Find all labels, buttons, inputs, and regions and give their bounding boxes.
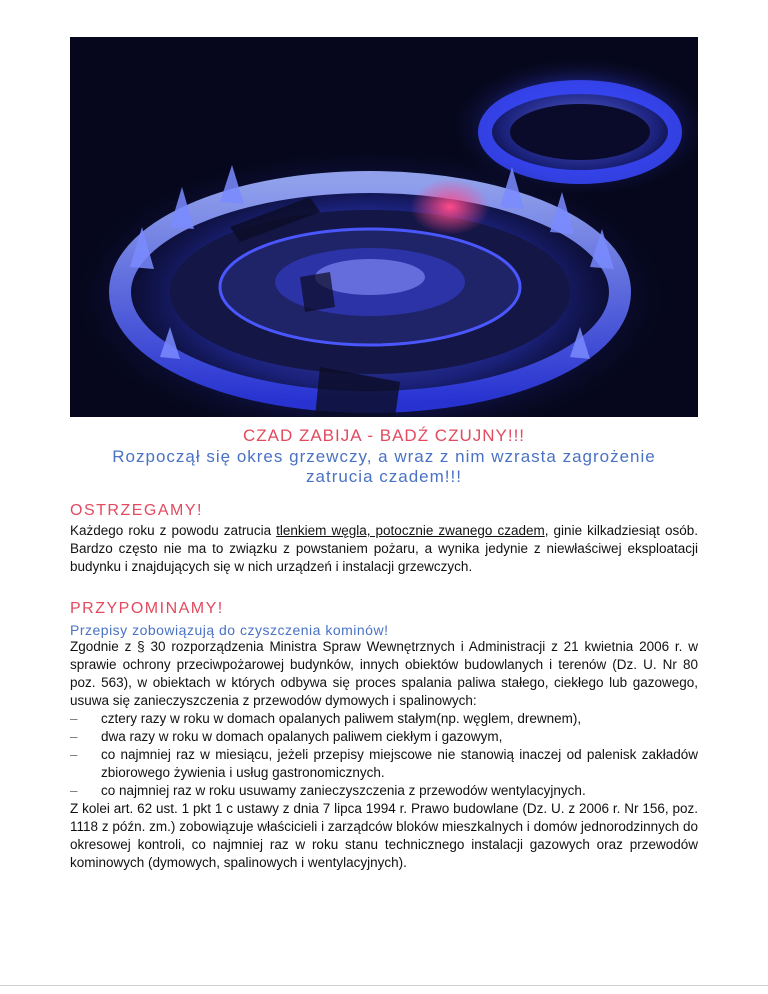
warning-text-end: , ginie kilkadziesiąt osób. Bardzo często nie ma to związku z powstaniem pożaru, a wynika jedynie z niewłaściwej eksploatacji budynku i znajdujących się w nich urządzeń i instalacji grzewczych.	[70, 523, 698, 574]
headline-subtitle-line1: Rozpoczął się okres grzewczy, a wraz z nim wzrasta zagrożenie	[112, 447, 656, 466]
headline-warning: CZAD ZABIJA - BADŹ CZUJNY!!!	[242, 426, 526, 445]
reminder-closing: Z kolei art. 62 ust. 1 pkt 1 c ustawy z dnia 7 lipca 1994 r. Prawo budowlane (Dz. U. z 2006 r. Nr 156, poz. 1118 z późn. zm.) zobowiązuje właścicieli i zarządców bloków mieszkalnych i domów jednorodzinnych do okresowej kontroli, co najmniej raz w roku stanu technicznego instalacji gazowych oraz przewodów kominowych (dymowych, spalinowych i wentylacyjnych).	[70, 801, 698, 870]
headline	[70, 425, 698, 487]
list-item	[70, 746, 698, 782]
gas-flame-image	[70, 37, 698, 417]
list-item	[70, 728, 698, 746]
bullet-dash: –	[70, 711, 78, 726]
list-item-text: cztery razy w roku w domach opalanych paliwem stałym(np. węglem, drewnem),	[101, 711, 582, 726]
bullet-dash: –	[70, 747, 78, 762]
warning-text-start: Każdego roku z powodu zatrucia	[70, 523, 277, 538]
warning-title: OSTRZEGAMY!	[70, 502, 203, 519]
list-item-text: co najmniej raz w miesiącu, jeżeli przepisy miejscowe nie stanowią inaczej od palenisk zakładów zbiorowego żywienia i usług gastronomicznych.	[101, 747, 698, 780]
gas-burner-photo	[70, 37, 698, 417]
reminder-subtitle: Przepisy zobowiązują do czyszczenia kominów!	[70, 622, 389, 638]
list-item	[70, 782, 698, 800]
reminder-title: PRZYPOMINAMY!	[70, 600, 224, 617]
reminder-intro: Zgodnie z § 30 rozporządzenia Ministra Spraw Wewnętrznych i Administracji z 21 kwietnia 2006 r. w sprawie ochrony przeciwpożarowej budynków, innych obiektów budowlanych i terenów (Dz. U. Nr 80 poz. 563), w obiektach w których odbywa się proces spalania paliwa stałego, ciekłego lub gazowego, usuwa się zanieczyszczenia z przewodów dymowych i spalinowych:	[70, 639, 698, 708]
list-item	[70, 710, 698, 728]
warning-paragraph	[70, 522, 698, 576]
list-item-text: co najmniej raz w roku usuwamy zanieczyszczenia z przewodów wentylacyjnych.	[101, 783, 586, 798]
warning-text-underlined: tlenkiem węgla, potocznie zwanego czadem	[276, 523, 545, 538]
list-item-text: dwa razy w roku w domach opalanych paliwem ciekłym i gazowym,	[101, 729, 503, 744]
bullet-dash: –	[70, 783, 78, 798]
headline-subtitle-line2: zatrucia czadem!!!	[306, 467, 462, 486]
bullet-dash: –	[70, 729, 78, 744]
cleaning-schedule-list	[70, 710, 698, 800]
page-edge-divider	[0, 985, 768, 986]
